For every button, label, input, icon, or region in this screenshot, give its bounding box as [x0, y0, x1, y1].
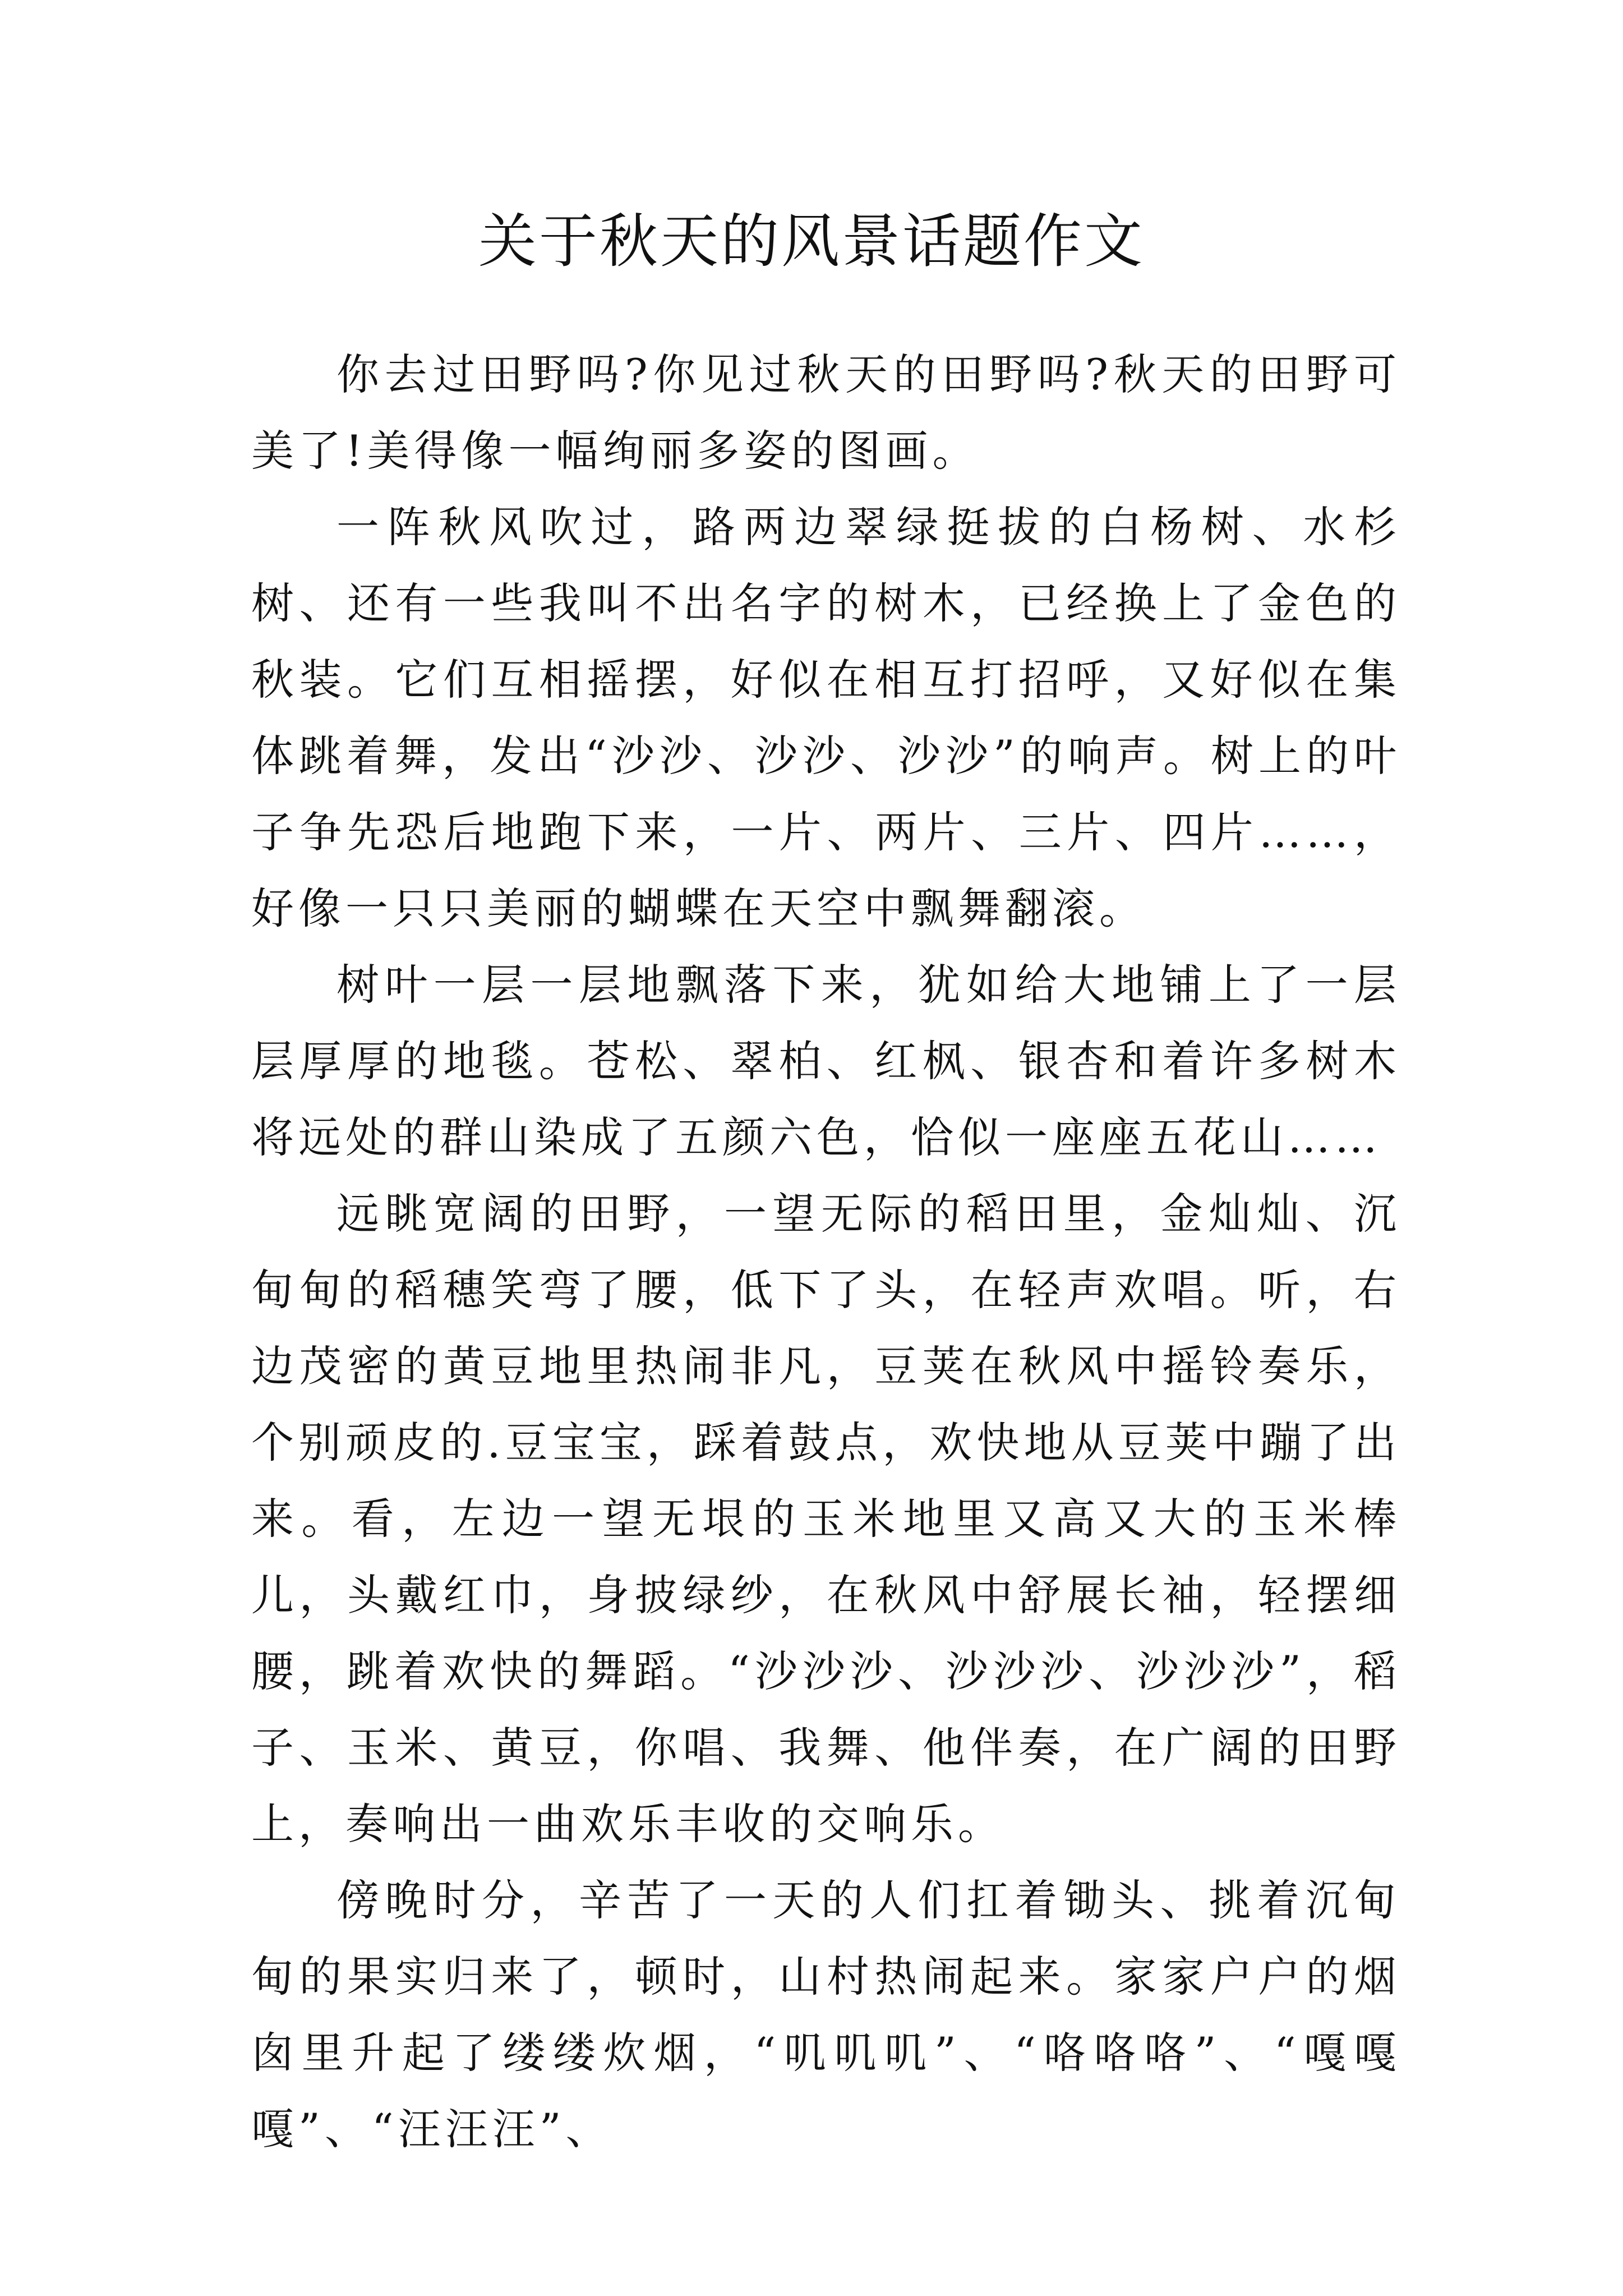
paragraph: 一阵秋风吹过，路两边翠绿挺拔的白杨树、水杉树、还有一些我叫不出名字的树木，已经换上了金色的秋装。它们互相摇摆，好似在相互打招呼，又好似在集体跳着舞，发出“沙沙、沙沙、沙沙”的响声。树上的叶子争先恐后地跑下来，一片、两片、三片、四片……，好像一只只美丽的蝴蝶在天空中飘舞翻滚。: [251, 502, 1401, 933]
document-title: 关于秋天的风景话题作文: [478, 207, 1145, 275]
paragraph: 傍晚时分，辛苦了一天的人们扛着锄头、挑着沉甸甸的果实归来了，顿时，山村热闹起来。家家户户的烟囱里升起了缕缕炊烟，“叽叽叽”、“咯咯咯”、“嘎嘎嘎”、“汪汪汪”、: [251, 1875, 1401, 2154]
paragraph: 远眺宽阔的田野，一望无际的稻田里，金灿灿、沉甸甸的稻穗笑弯了腰，低下了头，在轻声欢唱。听，右边茂密的黄豆地里热闹非凡，豆荚在秋风中摇铃奏乐，个别顽皮的.豆宝宝，踩着鼓点，欢快地从豆荚中蹦了出来。看，左边一望无垠的玉米地里又高又大的玉米棒儿，头戴红巾，身披绿纱，在秋风中舒展长袖，轻摆细腰，跳着欢快的舞蹈。“沙沙沙、沙沙沙、沙沙沙”，稻子、玉米、黄豆，你唱、我舞、他伴奏，在广阔的田野上，奏响出一曲欢乐丰收的交响乐。: [251, 1189, 1401, 1849]
paragraph: 你去过田野吗?你见过秋天的田野吗?秋天的田野可美了!美得像一幅绚丽多姿的图画。: [251, 349, 1401, 476]
document-body: [251, 337, 1401, 2168]
paragraph: 树叶一层一层地飘落下来，犹如给大地铺上了一层层厚厚的地毯。苍松、翠柏、红枫、银杏和着许多树木将远处的群山染成了五颜六色，恰似一座座五花山……: [251, 960, 1401, 1162]
